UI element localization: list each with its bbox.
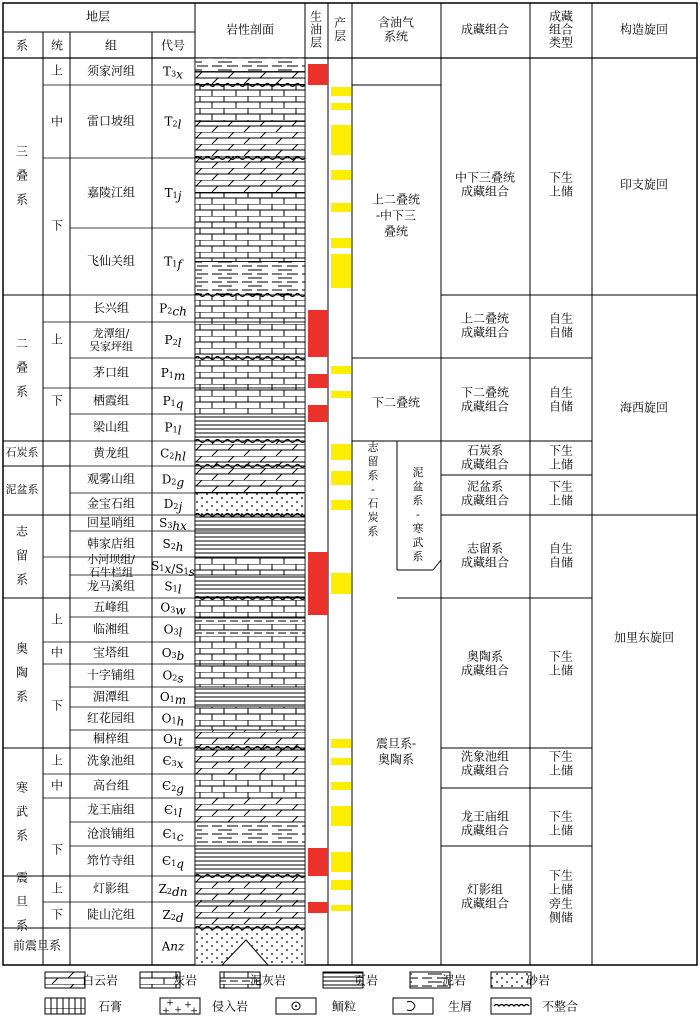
series-label: 下 [50,218,64,233]
source-rock-mark [308,374,328,388]
reservoir-mark [331,87,351,96]
reservoir-mark [331,782,351,790]
assemblage-name: 成藏组合 [460,325,510,340]
petroleum-system-label: 武 [412,536,424,549]
petroleum-system-label: 奥陶系 [377,752,415,767]
system-label: 石炭系 [5,446,39,459]
series-label: 下 [50,842,64,857]
assemblage-type: 下生 [548,809,574,824]
header-petroleum-system: 含油气 [377,15,415,30]
reservoir-mark [331,758,351,765]
legend-label: 侵入岩 [211,999,249,1014]
formation-name: 灯影组 [92,881,130,896]
formation-name: 沧浪铺组 [86,826,136,841]
lithology-lime-layer [195,598,305,617]
header-reservoir: 层 [333,29,347,43]
assemblage-type: 上储 [548,184,574,199]
lithology-dolo-layer [195,798,305,822]
formation-name: 长兴组 [92,301,130,315]
formation-name: 五峰组 [92,600,130,614]
reservoir-mark [331,254,351,288]
system-label: 系 [15,384,29,399]
assemblage-name: 龙王庙组 [460,809,510,824]
petroleum-system-label: 下二叠统 [371,395,421,410]
assemblage-type: 上储 [548,763,574,778]
formation-code: $S_2h$ [162,536,184,554]
lithology-lime-layer [195,322,305,358]
assemblage-name: 石炭系 [466,443,504,458]
formation-name: 龙潭组/ [92,327,130,340]
legend-gypsum-swatch [45,998,85,1014]
assemblage-name: 志留系 [466,541,504,556]
formation-name: 金宝石组 [86,496,136,511]
reservoir-mark [331,880,351,890]
legend-label: 灰岩 [172,973,198,988]
header-code: 代号 [160,38,186,53]
petroleum-system-label: 叠统 [383,224,409,239]
lithology-dolo-layer [195,902,305,928]
legend-label: 石膏 [97,999,123,1014]
assemblage-name: 灯影组 [466,882,504,897]
formation-name: 须家河组 [86,64,136,78]
formation-code: $P_1m$ [160,365,186,383]
legend-label: 砂岩 [525,973,551,988]
formation-code: $O_1t$ [163,731,183,749]
lithology-dolo-layer [195,122,305,159]
system-label: 系 [15,572,29,587]
formation-code: $O_1m$ [159,689,187,707]
formation-code: $Z_2dn$ [158,881,188,899]
lithology-lime-layer [195,388,305,414]
petroleum-system-label: 系 [412,494,424,507]
formation-code: $S_1l$ [164,579,182,596]
assemblage-name: 成藏组合 [460,399,510,414]
system-label: 寒 [15,780,29,795]
lithology-dolo-layer [195,466,305,493]
formation-name: 龙马溪组 [86,579,136,593]
header-assemblage-type: 组合 [548,22,574,37]
formation-name: 红花园组 [86,711,136,725]
petroleum-system-label: 泥 [412,466,424,479]
formation-code: $Є_1q$ [162,853,184,871]
series-label: 上 [50,881,64,896]
lithology-lime-layer [195,295,305,322]
system-label: 叠 [15,168,29,183]
formation-code: $S_1x/S_1s$ [151,558,195,579]
formation-code: $Є_1c$ [162,826,184,844]
assemblage-type: 自生 [548,385,574,400]
petroleum-system-label: 震旦系- [375,736,417,751]
lithology-dolo-layer [195,876,305,902]
formation-code: $C_2hl$ [160,446,186,463]
series-label: 中 [50,645,64,660]
assemblage-type: 上储 [548,882,574,897]
assemblage-name: 泥盆系 [466,479,504,494]
legend-label: 泥岩 [441,973,467,988]
formation-name: 吴家坪组 [89,340,133,353]
assemblage-type: 下生 [548,868,574,883]
header-series: 统 [50,38,64,53]
reservoir-mark [331,852,351,872]
header-petroleum-system: 系统 [383,29,409,44]
source-rock-mark [308,405,328,422]
assemblage-type: 侧储 [548,910,574,925]
oolite-mark [295,1005,297,1007]
series-label: 上 [50,612,64,627]
formation-code: $O_1h$ [161,711,185,728]
petroleum-system-label: 系 [367,469,379,482]
petroleum-system-label: 系 [412,550,424,563]
formation-name: 韩家店组 [86,536,136,551]
formation-code: Anz [161,939,185,953]
formation-name: 嘉陵江组 [86,185,136,200]
reservoir-mark [331,103,351,110]
source-rock-mark [308,552,328,615]
formation-name: 雷口坡组 [86,114,136,128]
formation-name: 栖霞组 [92,393,130,408]
reservoir-mark [331,444,351,460]
series-label: 下 [50,393,64,408]
source-rock-mark [308,64,328,85]
intrusive-mark: + [174,1005,182,1016]
lithology-shale-layer [195,515,305,531]
formation-code: $T_1j$ [164,185,182,203]
formation-name: 梁山组 [92,420,130,434]
assemblage-type: 上储 [548,663,574,678]
lithology-shale-layer [195,846,305,876]
petroleum-system-line [433,560,441,570]
assemblage-type: 下生 [548,443,574,458]
formation-code: $O_2s$ [162,668,184,685]
system-label: 留 [15,548,29,563]
lithology-dolo-layer [195,72,305,86]
source-rock-mark [308,310,328,357]
assemblage-type: 自储 [548,325,574,340]
legend-label: 生屑 [447,999,473,1014]
system-label: 系 [15,828,29,843]
header-assemblage-type: 成藏 [548,9,574,24]
assemblage-type: 自生 [548,311,574,326]
reservoir-mark [331,391,351,398]
series-label: 上 [50,753,64,768]
formation-name: 湄潭组 [92,689,130,704]
reservoir-mark [331,905,351,911]
header-assemblage-type: 类型 [548,35,574,50]
formation-code: $Є_1l$ [163,802,183,820]
reservoir-mark [331,366,351,374]
formation-name: 宝塔组 [92,645,130,660]
lithology-column [195,58,305,965]
reservoir-mark [331,500,351,510]
assemblage-name: 成藏组合 [460,823,510,838]
system-label: 震 [15,870,29,885]
petroleum-system-label: 石 [367,497,379,510]
source-rock-mark [308,902,328,913]
assemblage-name: 成藏组合 [460,184,510,199]
assemblage-type: 下生 [548,749,574,764]
petroleum-system-label: 炭 [367,511,379,524]
series-label: 下 [50,907,64,922]
formation-name: 筇竹寺组 [86,853,136,868]
formation-code: $P_1q$ [162,393,184,411]
formation-name: 茅口组 [92,365,130,380]
header-source-rock: 生 [309,9,323,24]
tectonic-cycle-label: 海西旋回 [619,400,669,415]
series-label: 中 [50,778,64,793]
system-label: 系 [15,192,29,207]
lithology-shale-layer [195,575,305,598]
formation-name: 桐梓组 [92,731,130,746]
lithology-mud-layer [195,58,305,72]
petroleum-system-label: 盆 [412,480,424,493]
system-label: 二 [15,336,29,351]
petroleum-system-label: 志 [367,441,379,454]
legend-label: 白云岩 [81,973,119,988]
reservoir-mark [331,170,351,180]
oil-columns [308,64,351,913]
formation-code: $Є_2g$ [162,778,184,796]
intrusive-mark: + [166,998,174,1009]
lithology-lime-layer [195,85,305,122]
header-strata: 地层 [85,9,111,24]
assemblage-name: 成藏组合 [460,457,510,472]
lithology-shale-layer [195,687,305,707]
assemblage-name: 上二叠统 [460,311,510,326]
system-label: 旦 [15,894,29,909]
formation-name: 回星哨组 [86,515,136,530]
formation-name: 高台组 [92,778,130,793]
formation-name: 临湘组 [92,622,130,636]
header-tectonic-cycle: 构造旋回 [619,22,669,37]
lithology-lime-layer [195,358,305,388]
assemblage-name: 成藏组合 [460,493,510,508]
header-system: 系 [15,38,29,53]
system-label: 叠 [15,360,29,375]
header-source-rock: 层 [309,35,323,50]
assemblage-type: 旁生 [548,896,574,911]
legend-bioclast-swatch [393,998,433,1014]
reservoir-mark [331,806,351,826]
header-lithology: 岩性剖面 [225,22,275,37]
formation-code: $O_3w$ [160,600,186,617]
legend-unconformity-swatch [491,998,531,1014]
legend-dolo-swatch [45,972,85,988]
assemblage-type: 自储 [548,399,574,414]
system-label: 系 [15,918,29,933]
assemblage-type: 自生 [548,541,574,556]
system-label: 泥盆系 [5,483,39,496]
lithology-lime-layer [195,642,305,664]
intrusive-mark: + [190,1006,198,1017]
assemblage-name: 洗象池组 [460,749,510,764]
formation-name: 观雾山组 [86,472,136,486]
petroleum-system-label: 系 [367,525,379,538]
header-assemblage: 成藏组合 [460,22,510,37]
petroleum-system-label: -中下三 [375,208,417,223]
lithology-dolo-layer [195,730,305,748]
assemblage-name: 成藏组合 [460,763,510,778]
formation-code: $D_2j$ [163,496,183,514]
intrusive-mark: + [184,1000,192,1011]
formation-code: $Є_3x$ [162,753,184,771]
formation-name: 陡山沱组 [86,907,136,922]
petroleum-system-label: 上二叠统 [371,192,421,207]
assemblage-name: 成藏组合 [460,555,510,570]
formation-name: 飞仙关组 [86,254,136,268]
assemblage-name: 中下三叠统 [454,170,516,185]
legend-label: 不整合 [541,999,579,1014]
header-reservoir: 产 [333,16,347,30]
lithology-lime-layer [195,193,305,228]
reservoir-mark [331,238,351,248]
series-label: 上 [50,63,64,78]
formation-name: 龙王庙组 [86,802,136,817]
assemblage-type: 上储 [548,457,574,472]
reservoir-mark [331,739,351,748]
system-label: 陶 [15,665,29,680]
system-label: 三 [15,144,29,159]
formation-code: $T_2l$ [164,114,182,131]
lithology-dolo-layer [195,158,305,193]
system-label: 系 [15,689,29,704]
legend-label: 鲕粒 [331,999,357,1014]
formation-code: $P_2l$ [164,332,182,350]
legend-label: 页岩 [353,973,379,988]
assemblage-name: 奥陶系 [466,649,504,664]
lithology-mud-layer [195,262,305,296]
lithology-dolo-layer [195,441,305,466]
formation-name: 十字铺组 [86,668,136,682]
formation-code: $O_3b$ [161,645,185,663]
tectonic-cycle-label: 印支旋回 [619,177,669,192]
lithology-marl-layer [195,617,305,642]
series-label: 上 [50,332,64,347]
formation-name: 黄龙组 [92,446,130,460]
legend [45,972,578,1017]
formation-code: $P_1l$ [164,420,182,437]
lithology-lime-layer [195,557,305,575]
formation-code: $T_1f$ [164,254,182,271]
formation-name: 洗象池组 [86,753,136,768]
header-source-rock: 油 [309,22,323,37]
system-label: 志 [15,524,29,539]
lithology-lime-layer [195,707,305,730]
lithology-shale-layer [195,414,305,441]
lithology-lime-layer [195,228,305,262]
formation-code: $Z_2d$ [162,907,184,925]
formation-code: $D_2g$ [161,472,185,489]
formation-name: 小河坝组/ [87,553,135,566]
assemblage-type: 下生 [548,479,574,494]
lithology-dolo-layer [195,748,305,774]
assemblage-name: 下二叠统 [460,385,510,400]
lithology-mud-layer [195,822,305,846]
lithology-lime-layer [195,664,305,687]
reservoir-mark [331,471,351,485]
assemblage-type: 下生 [548,170,574,185]
reservoir-mark [331,573,351,594]
assemblage-name: 成藏组合 [460,663,510,678]
system-label: 奥 [15,641,29,656]
assemblage-name: 成藏组合 [460,896,510,911]
reservoir-mark [331,125,351,155]
petroleum-system-label: - [371,483,375,496]
tectonic-cycle-label: 加里东旋回 [613,630,675,645]
lithology-shale-layer [195,531,305,557]
lithology-sand-layer [195,493,305,515]
lithology-lime-layer [195,774,305,798]
system-label: 前震旦系 [12,938,62,953]
series-label: 下 [50,698,64,713]
assemblage-type: 上储 [548,493,574,508]
petroleum-system-label: 寒 [412,522,424,535]
assemblage-type: 上储 [548,823,574,838]
intrusive-mark: + [162,1006,170,1017]
formation-code: $P_2ch$ [159,301,187,318]
formation-name: 石牛栏组 [89,566,133,579]
system-label: 武 [15,804,29,819]
formation-code: $S_3hx$ [159,515,187,533]
assemblage-type: 下生 [548,649,574,664]
assemblage-type: 自储 [548,555,574,570]
formation-code: $O_3l$ [163,622,183,639]
formation-code: $T_3x$ [163,64,183,81]
source-rock-mark [308,848,328,876]
header-formation: 组 [104,38,118,53]
petroleum-system-label: 留 [367,455,379,468]
legend-label: 泥灰岩 [249,973,287,988]
reservoir-mark [331,203,351,212]
petroleum-system-label: - [416,508,420,521]
series-label: 中 [50,114,64,129]
